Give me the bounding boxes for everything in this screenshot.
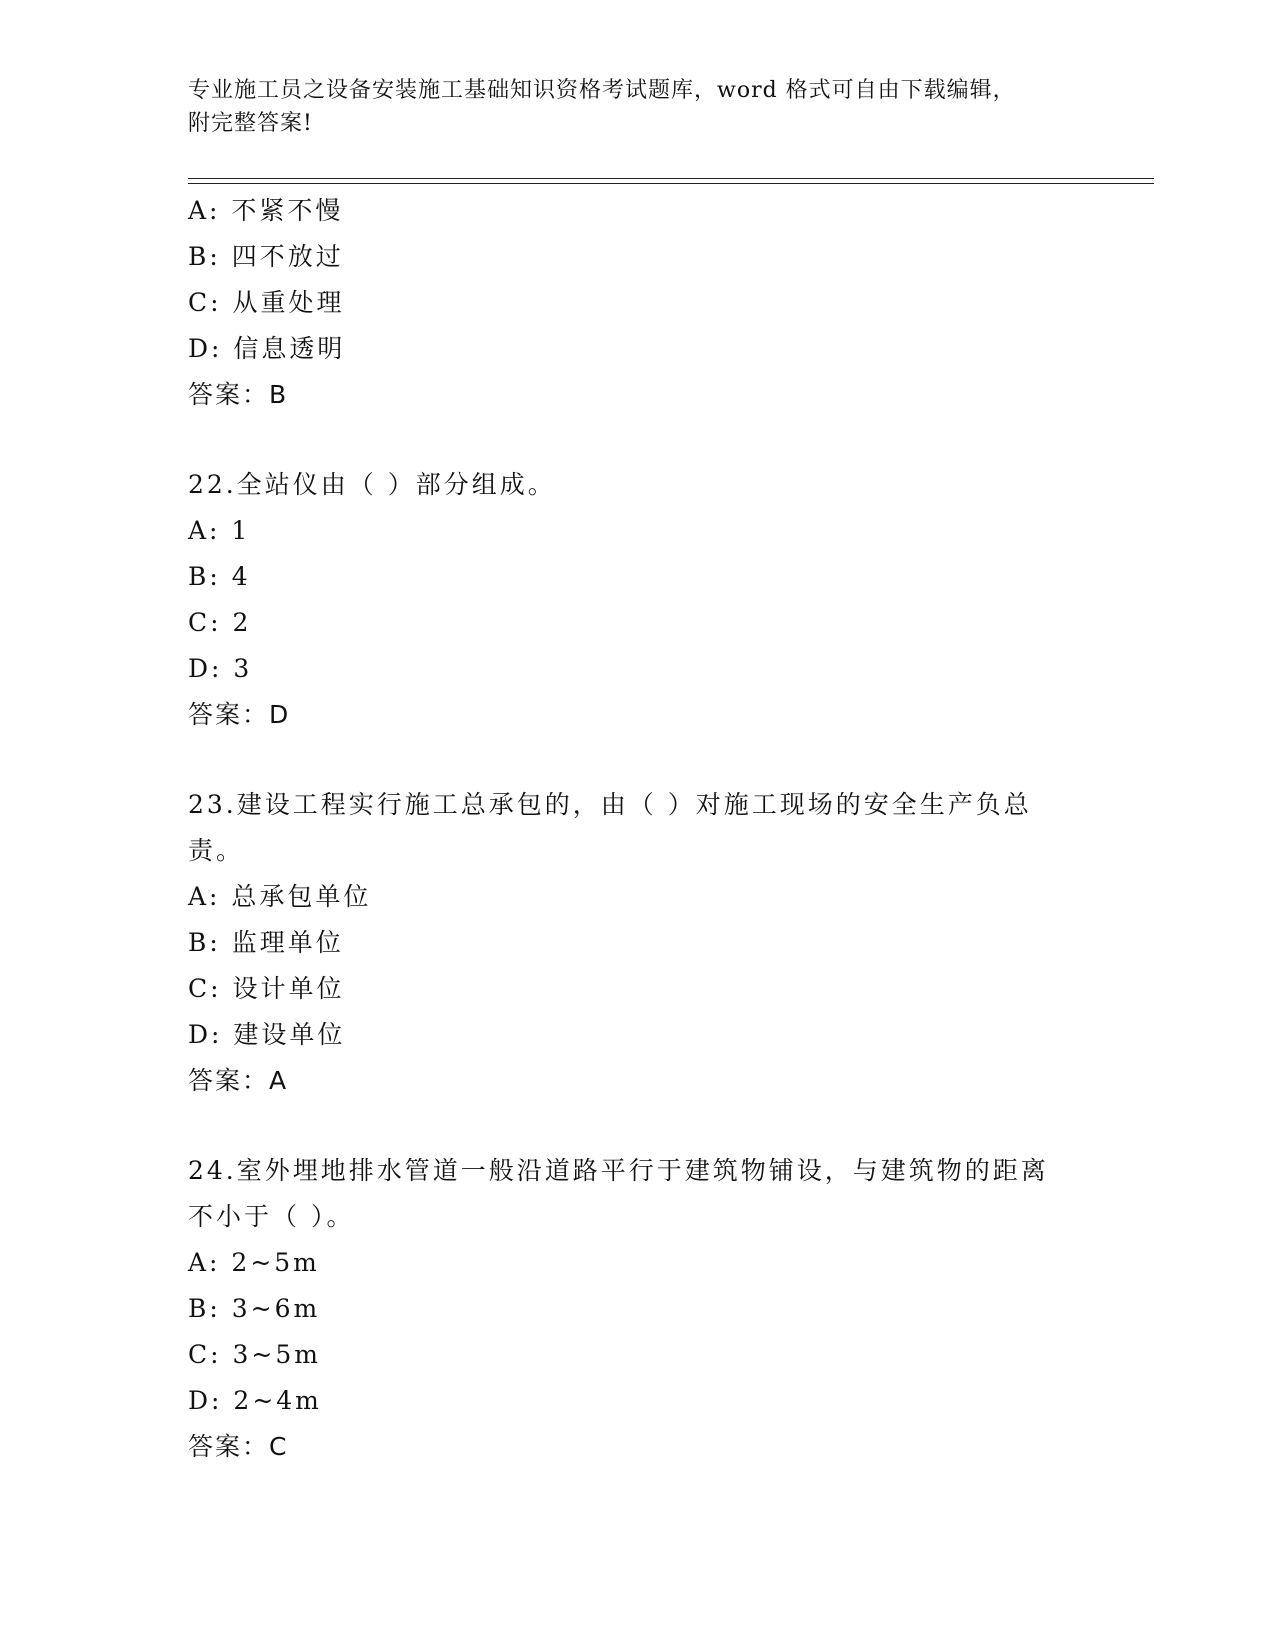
option-c: C: 设计单位 — [188, 974, 345, 1003]
question-block-22 — [188, 462, 1088, 738]
answer-line: 答案：A — [188, 1066, 289, 1095]
question-text-line-1: 24.室外埋地排水管道一般沿道路平行于建筑物铺设，与建筑物的距离 — [188, 1156, 1049, 1185]
header-title-line-1: 专业施工员之设备安装施工基础知识资格考试题库，word 格式可自由下载编辑， — [188, 78, 1016, 103]
option-a: A: 不紧不慢 — [188, 196, 344, 225]
option-b: B: 四不放过 — [188, 242, 344, 271]
question-text-line-1: 23.建设工程实行施工总承包的，由（ ）对施工现场的安全生产负总 — [188, 790, 1032, 819]
option-c: C: 2 — [188, 608, 252, 637]
option-b: B: 3~6m — [188, 1294, 321, 1323]
option-d: D: 3 — [188, 654, 253, 683]
option-b: B: 监理单位 — [188, 928, 344, 957]
option-c: C: 3~5m — [188, 1340, 321, 1369]
question-list — [188, 188, 1088, 1470]
option-a: A: 1 — [188, 516, 251, 545]
answer-line: 答案：D — [188, 700, 291, 729]
option-a: A: 2~5m — [188, 1248, 320, 1277]
question-block-23 — [188, 782, 1088, 1104]
question-text-line-2: 责。 — [188, 836, 245, 865]
option-d: D: 2~4m — [188, 1386, 322, 1415]
spacer — [188, 418, 1088, 462]
question-block-21 — [188, 188, 1088, 418]
answer-line: 答案：C — [188, 1432, 289, 1461]
option-a: A: 总承包单位 — [188, 882, 372, 911]
question-block-24 — [188, 1148, 1088, 1470]
header-divider-bottom — [188, 183, 1154, 184]
option-d: D: 信息透明 — [188, 334, 346, 363]
question-text-line-2: 不小于（ ）。 — [188, 1202, 355, 1231]
option-b: B: 4 — [188, 562, 251, 591]
answer-line: 答案：B — [188, 380, 289, 409]
option-d: D: 建设单位 — [188, 1020, 346, 1049]
spacer — [188, 1104, 1088, 1148]
spacer — [188, 738, 1088, 782]
header-title-line-2: 附完整答案! — [188, 111, 313, 136]
header-divider-top — [188, 178, 1154, 179]
option-c: C: 从重处理 — [188, 288, 345, 317]
document-header — [188, 74, 1068, 140]
question-text: 22.全站仪由（ ）部分组成。 — [188, 470, 556, 499]
